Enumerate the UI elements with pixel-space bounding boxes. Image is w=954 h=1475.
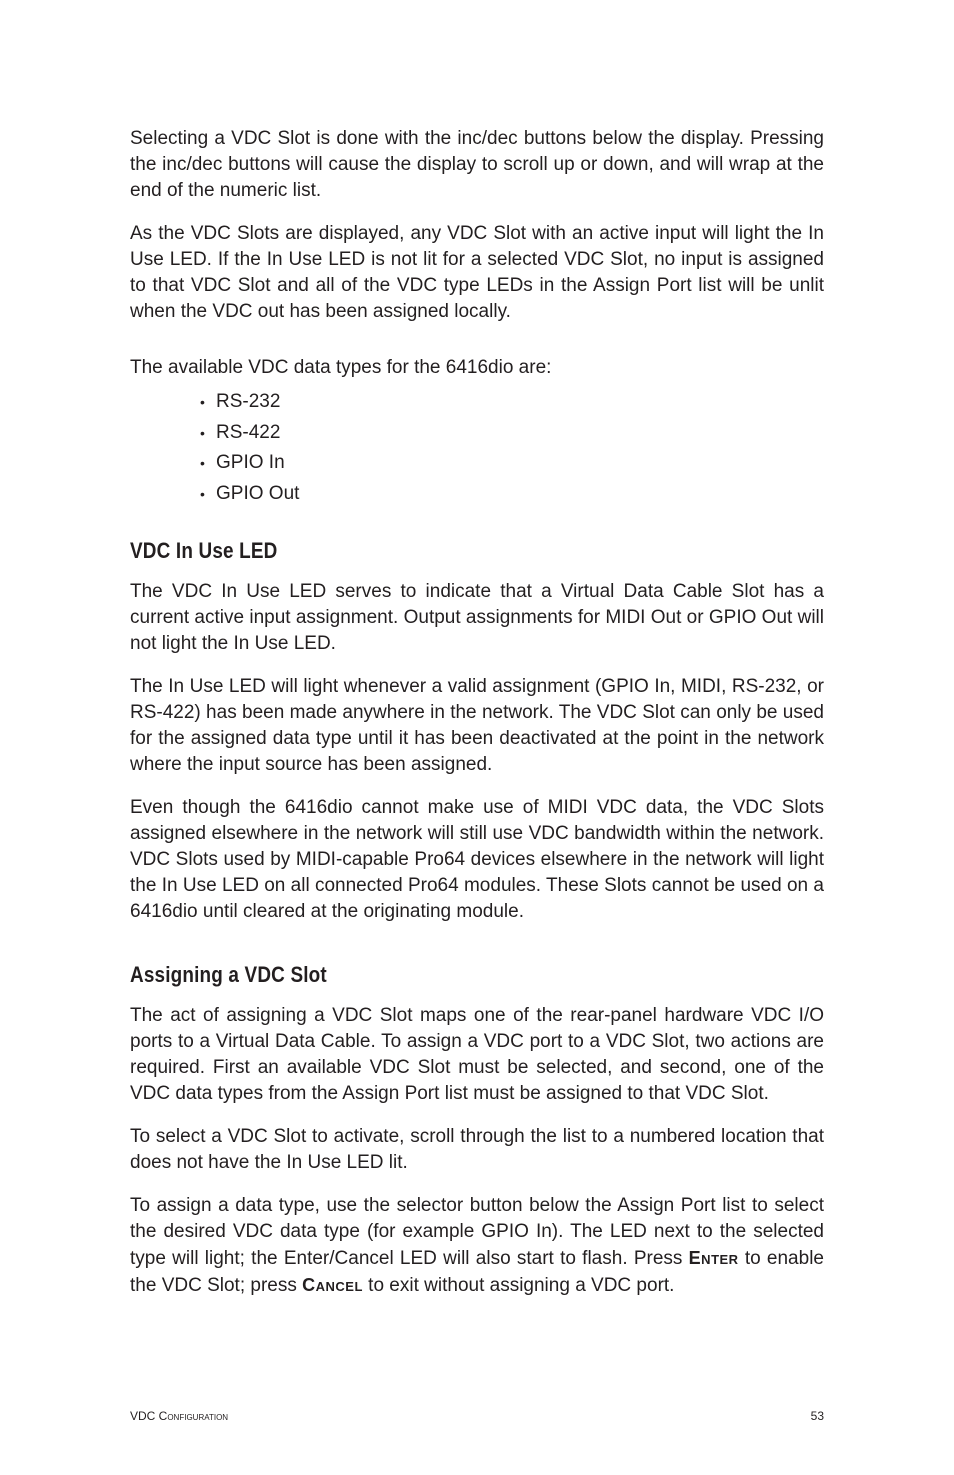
in-use-paragraph-2: The In Use LED will light whenever a valid assignment (GPIO In, MIDI, RS-232, or RS-422) has been made anywhere in the network. The VDC Slot can only be used for the assigned data type until it has been deactivated at the point in the network where the input source has been assigned. (130, 676, 824, 775)
intro-paragraph-2: As the VDC Slots are displayed, any VDC Slot with an active input will light the In Use LED. If the In Use LED is not lit for a selected VDC Slot, no input is assigned to that VDC Slot and all of the VDC type LEDs in the Assign Port list will be unlit when the VDC out has been assigned locally. (130, 223, 824, 322)
in-use-paragraph-1: The VDC In Use LED serves to indicate that a Virtual Data Cable Slot has a current active input assignment. Output assignments for MIDI Out or GPIO Out will not light the In Use LED. (130, 581, 824, 654)
section-heading-assigning: Assigning a VDC Slot (130, 962, 327, 987)
list-item: • GPIO Out (200, 479, 824, 510)
cancel-key-label: Cancel (302, 1275, 363, 1295)
page-body (130, 126, 824, 1299)
intro-paragraph-1: Selecting a VDC Slot is done with the inc/dec buttons below the display. Pressing the inc/dec buttons will cause the display to scroll up or down, and will wrap at the end of the numeric list. (130, 128, 824, 201)
in-use-paragraph-3: Even though the 6416dio cannot make use of MIDI VDC data, the VDC Slots assigned elsewhere in the network will still use VDC bandwidth within the network. VDC Slots used by MIDI-capable Pro64 devices elsewhere in the network will light the In Use LED on all connected Pro64 modules. These Slots cannot be used on a 6416dio until cleared at the originating module. (130, 797, 824, 922)
intro-paragraph-3: The available VDC data types for the 6416dio are: (130, 357, 552, 378)
bullet-icon: • (200, 424, 205, 441)
assign-paragraph-3: To assign a data type, use the selector button below the Assign Port list to select the desired VDC data type (for example GPIO In). The LED next to the selected type will light; the Enter/Cancel LED will also start to flash. Press Enter to enable the VDC Slot; press Cancel to exit without assigning a VDC port. (130, 1195, 824, 1296)
list-item: • RS-232 (200, 387, 824, 418)
section-heading-in-use-led: VDC In Use LED (130, 538, 278, 563)
bullet-icon: • (200, 485, 205, 502)
page-number: 53 (810, 1409, 824, 1423)
list-item: • GPIO In (200, 448, 824, 479)
page-footer (130, 1408, 824, 1424)
footer-section-title: VDC Configuration (130, 1409, 229, 1423)
assign-paragraph-2: To select a VDC Slot to activate, scroll through the list to a numbered location that does not have the In Use LED lit. (130, 1126, 824, 1173)
bullet-icon: • (200, 455, 205, 471)
assign-paragraph-1: The act of assigning a VDC Slot maps one of the rear-panel hardware VDC I/O ports to a Virtual Data Cable. To assign a VDC port to a VDC Slot, two actions are required. First an available VDC Slot must be selected, and second, one of the VDC data types from the Assign Port list must be assigned to that VDC Slot. (130, 1005, 824, 1104)
data-type-list (130, 387, 824, 509)
enter-key-label: Enter (688, 1248, 739, 1268)
bullet-icon: • (200, 394, 205, 410)
list-item: • RS-422 (200, 418, 824, 449)
